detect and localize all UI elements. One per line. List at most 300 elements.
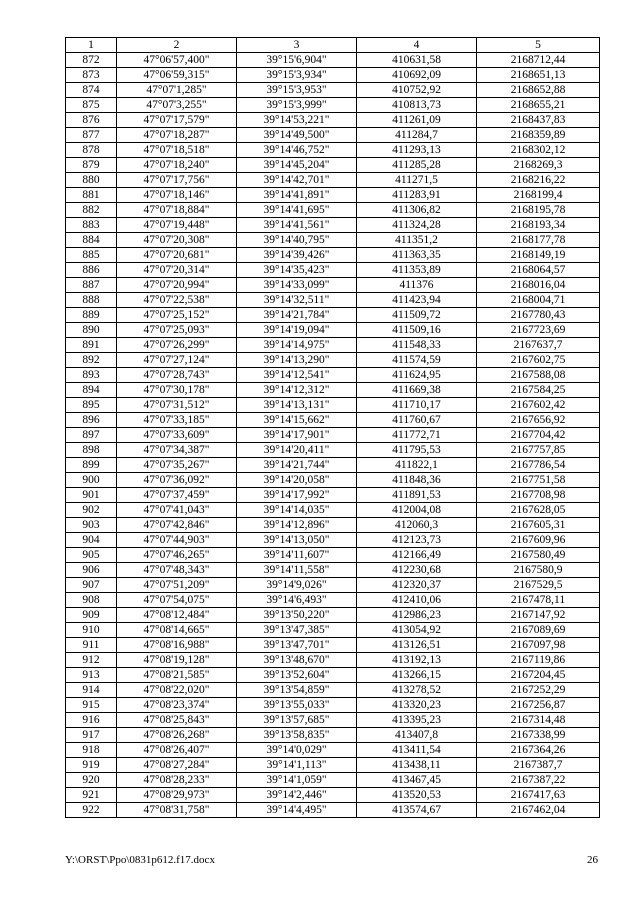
latitude-cell: 47°07'18,146" [117, 188, 237, 203]
latitude-cell: 47°07'51,209" [117, 578, 237, 593]
y-coordinate-cell: 2168177,78 [477, 233, 600, 248]
latitude-cell: 47°08'21,585" [117, 668, 237, 683]
point-number-cell: 896 [66, 413, 117, 428]
y-coordinate-cell: 2167252,29 [477, 683, 600, 698]
point-number-cell: 921 [66, 788, 117, 803]
longitude-cell: 39°14'12,312" [237, 383, 357, 398]
table-row [66, 278, 600, 293]
longitude-cell: 39°14'46,752" [237, 143, 357, 158]
table-row [66, 473, 600, 488]
point-number-cell: 878 [66, 143, 117, 158]
point-number-cell: 911 [66, 638, 117, 653]
point-number-cell: 879 [66, 158, 117, 173]
latitude-cell: 47°07'25,152" [117, 308, 237, 323]
table-row [66, 683, 600, 698]
latitude-cell: 47°08'14,665" [117, 623, 237, 638]
point-number-cell: 882 [66, 203, 117, 218]
header-cell-x-coordinate: 4 [357, 38, 477, 53]
y-coordinate-cell: 2167656,92 [477, 413, 600, 428]
point-number-cell: 883 [66, 218, 117, 233]
point-number-cell: 907 [66, 578, 117, 593]
latitude-cell: 47°08'29,973" [117, 788, 237, 803]
longitude-cell: 39°13'52,604" [237, 668, 357, 683]
x-coordinate-cell: 411822,1 [357, 458, 477, 473]
table-row [66, 758, 600, 773]
x-coordinate-cell: 411509,72 [357, 308, 477, 323]
longitude-cell: 39°13'58,835" [237, 728, 357, 743]
table-row [66, 248, 600, 263]
y-coordinate-cell: 2168651,13 [477, 68, 600, 83]
latitude-cell: 47°07'30,178" [117, 383, 237, 398]
table-row [66, 773, 600, 788]
x-coordinate-cell: 411324,28 [357, 218, 477, 233]
x-coordinate-cell: 411772,71 [357, 428, 477, 443]
latitude-cell: 47°07'34,387" [117, 443, 237, 458]
y-coordinate-cell: 2167605,31 [477, 518, 600, 533]
longitude-cell: 39°14'6,493" [237, 593, 357, 608]
header-row [66, 38, 600, 53]
longitude-cell: 39°14'40,795" [237, 233, 357, 248]
longitude-cell: 39°14'1,113" [237, 758, 357, 773]
longitude-cell: 39°14'12,541" [237, 368, 357, 383]
x-coordinate-cell: 412320,37 [357, 578, 477, 593]
latitude-cell: 47°07'36,092" [117, 473, 237, 488]
x-coordinate-cell: 411353,89 [357, 263, 477, 278]
table-row [66, 413, 600, 428]
point-number-cell: 920 [66, 773, 117, 788]
y-coordinate-cell: 2168359,89 [477, 128, 600, 143]
longitude-cell: 39°14'17,992" [237, 488, 357, 503]
table-body [66, 53, 600, 818]
table-row [66, 113, 600, 128]
y-coordinate-cell: 2168016,04 [477, 278, 600, 293]
longitude-cell: 39°13'57,685" [237, 713, 357, 728]
latitude-cell: 47°06'57,400" [117, 53, 237, 68]
point-number-cell: 902 [66, 503, 117, 518]
longitude-cell: 39°14'4,495" [237, 803, 357, 818]
point-number-cell: 885 [66, 248, 117, 263]
latitude-cell: 47°07'20,314" [117, 263, 237, 278]
x-coordinate-cell: 412060,3 [357, 518, 477, 533]
table-header [66, 38, 600, 53]
latitude-cell: 47°08'25,843" [117, 713, 237, 728]
point-number-cell: 893 [66, 368, 117, 383]
latitude-cell: 47°07'46,265" [117, 548, 237, 563]
longitude-cell: 39°14'13,131" [237, 398, 357, 413]
point-number-cell: 900 [66, 473, 117, 488]
table-row [66, 233, 600, 248]
footer-page-number: 26 [587, 854, 598, 866]
latitude-cell: 47°07'31,512" [117, 398, 237, 413]
table-row [66, 728, 600, 743]
x-coordinate-cell: 413395,23 [357, 713, 477, 728]
point-number-cell: 901 [66, 488, 117, 503]
y-coordinate-cell: 2167628,05 [477, 503, 600, 518]
table-row [66, 713, 600, 728]
table-row [66, 503, 600, 518]
longitude-cell: 39°14'49,500" [237, 128, 357, 143]
x-coordinate-cell: 413126,51 [357, 638, 477, 653]
longitude-cell: 39°14'41,695" [237, 203, 357, 218]
table-row [66, 323, 600, 338]
latitude-cell: 47°07'18,287" [117, 128, 237, 143]
table-row [66, 458, 600, 473]
y-coordinate-cell: 2167780,43 [477, 308, 600, 323]
y-coordinate-cell: 2167580,49 [477, 548, 600, 563]
point-number-cell: 894 [66, 383, 117, 398]
latitude-cell: 47°07'20,308" [117, 233, 237, 248]
point-number-cell: 897 [66, 428, 117, 443]
x-coordinate-cell: 412986,23 [357, 608, 477, 623]
point-number-cell: 916 [66, 713, 117, 728]
latitude-cell: 47°07'1,285" [117, 83, 237, 98]
latitude-cell: 47°07'54,075" [117, 593, 237, 608]
latitude-cell: 47°07'26,299" [117, 338, 237, 353]
latitude-cell: 47°07'44,903" [117, 533, 237, 548]
x-coordinate-cell: 410692,09 [357, 68, 477, 83]
latitude-cell: 47°07'17,756" [117, 173, 237, 188]
latitude-cell: 47°07'20,994" [117, 278, 237, 293]
x-coordinate-cell: 411423,94 [357, 293, 477, 308]
table-row [66, 698, 600, 713]
longitude-cell: 39°15'3,953" [237, 83, 357, 98]
y-coordinate-cell: 2168193,34 [477, 218, 600, 233]
longitude-cell: 39°14'20,058" [237, 473, 357, 488]
x-coordinate-cell: 411261,09 [357, 113, 477, 128]
longitude-cell: 39°14'14,035" [237, 503, 357, 518]
x-coordinate-cell: 411669,38 [357, 383, 477, 398]
longitude-cell: 39°14'11,607" [237, 548, 357, 563]
point-number-cell: 904 [66, 533, 117, 548]
table-row [66, 173, 600, 188]
y-coordinate-cell: 2167314,48 [477, 713, 600, 728]
y-coordinate-cell: 2168437,83 [477, 113, 600, 128]
point-number-cell: 915 [66, 698, 117, 713]
x-coordinate-cell: 411795,53 [357, 443, 477, 458]
point-number-cell: 873 [66, 68, 117, 83]
header-cell-point-number: 1 [66, 38, 117, 53]
point-number-cell: 906 [66, 563, 117, 578]
latitude-cell: 47°07'17,579" [117, 113, 237, 128]
y-coordinate-cell: 2168195,78 [477, 203, 600, 218]
latitude-cell: 47°07'41,043" [117, 503, 237, 518]
y-coordinate-cell: 2167588,08 [477, 368, 600, 383]
latitude-cell: 47°08'23,374" [117, 698, 237, 713]
table-row [66, 293, 600, 308]
table-row [66, 548, 600, 563]
y-coordinate-cell: 2168149,19 [477, 248, 600, 263]
longitude-cell: 39°14'2,446" [237, 788, 357, 803]
point-number-cell: 874 [66, 83, 117, 98]
table-row [66, 353, 600, 368]
latitude-cell: 47°07'18,884" [117, 203, 237, 218]
longitude-cell: 39°14'33,099" [237, 278, 357, 293]
point-number-cell: 899 [66, 458, 117, 473]
latitude-cell: 47°07'33,609" [117, 428, 237, 443]
x-coordinate-cell: 413278,52 [357, 683, 477, 698]
longitude-cell: 39°13'47,701" [237, 638, 357, 653]
table-row [66, 608, 600, 623]
point-number-cell: 908 [66, 593, 117, 608]
point-number-cell: 886 [66, 263, 117, 278]
table-row [66, 743, 600, 758]
y-coordinate-cell: 2168064,57 [477, 263, 600, 278]
longitude-cell: 39°14'41,891" [237, 188, 357, 203]
point-number-cell: 891 [66, 338, 117, 353]
longitude-cell: 39°13'54,859" [237, 683, 357, 698]
longitude-cell: 39°14'17,901" [237, 428, 357, 443]
y-coordinate-cell: 2167602,42 [477, 398, 600, 413]
point-number-cell: 910 [66, 623, 117, 638]
table-row [66, 68, 600, 83]
table-row [66, 53, 600, 68]
x-coordinate-cell: 411351,2 [357, 233, 477, 248]
latitude-cell: 47°07'22,538" [117, 293, 237, 308]
x-coordinate-cell: 412166,49 [357, 548, 477, 563]
x-coordinate-cell: 413438,11 [357, 758, 477, 773]
point-number-cell: 877 [66, 128, 117, 143]
table-row [66, 788, 600, 803]
longitude-cell: 39°15'3,999" [237, 98, 357, 113]
latitude-cell: 47°07'42,846" [117, 518, 237, 533]
longitude-cell: 39°14'11,558" [237, 563, 357, 578]
header-cell-latitude: 2 [117, 38, 237, 53]
longitude-cell: 39°15'3,934" [237, 68, 357, 83]
coordinates-table [65, 37, 600, 818]
point-number-cell: 881 [66, 188, 117, 203]
table-row [66, 128, 600, 143]
table-row [66, 488, 600, 503]
x-coordinate-cell: 411376 [357, 278, 477, 293]
point-number-cell: 887 [66, 278, 117, 293]
table-row [66, 263, 600, 278]
table-row [66, 653, 600, 668]
x-coordinate-cell: 412004,08 [357, 503, 477, 518]
x-coordinate-cell: 411710,17 [357, 398, 477, 413]
x-coordinate-cell: 411363,35 [357, 248, 477, 263]
table-row [66, 428, 600, 443]
point-number-cell: 913 [66, 668, 117, 683]
x-coordinate-cell: 413467,45 [357, 773, 477, 788]
y-coordinate-cell: 2167364,26 [477, 743, 600, 758]
latitude-cell: 47°07'18,518" [117, 143, 237, 158]
point-number-cell: 912 [66, 653, 117, 668]
x-coordinate-cell: 411293,13 [357, 143, 477, 158]
y-coordinate-cell: 2167580,9 [477, 563, 600, 578]
latitude-cell: 47°07'3,255" [117, 98, 237, 113]
point-number-cell: 888 [66, 293, 117, 308]
longitude-cell: 39°13'55,033" [237, 698, 357, 713]
longitude-cell: 39°14'41,561" [237, 218, 357, 233]
table-row [66, 383, 600, 398]
x-coordinate-cell: 413266,15 [357, 668, 477, 683]
table-row [66, 158, 600, 173]
latitude-cell: 47°07'37,459" [117, 488, 237, 503]
table-row [66, 308, 600, 323]
point-number-cell: 919 [66, 758, 117, 773]
y-coordinate-cell: 2167602,75 [477, 353, 600, 368]
x-coordinate-cell: 413411,54 [357, 743, 477, 758]
y-coordinate-cell: 2167417,63 [477, 788, 600, 803]
latitude-cell: 47°08'26,268" [117, 728, 237, 743]
longitude-cell: 39°14'13,290" [237, 353, 357, 368]
x-coordinate-cell: 411891,53 [357, 488, 477, 503]
y-coordinate-cell: 2167387,7 [477, 758, 600, 773]
y-coordinate-cell: 2167256,87 [477, 698, 600, 713]
point-number-cell: 890 [66, 323, 117, 338]
latitude-cell: 47°07'19,448" [117, 218, 237, 233]
x-coordinate-cell: 411285,28 [357, 158, 477, 173]
latitude-cell: 47°07'28,743" [117, 368, 237, 383]
y-coordinate-cell: 2168302,12 [477, 143, 600, 158]
y-coordinate-cell: 2167097,98 [477, 638, 600, 653]
longitude-cell: 39°14'21,784" [237, 308, 357, 323]
latitude-cell: 47°08'31,758" [117, 803, 237, 818]
longitude-cell: 39°13'48,670" [237, 653, 357, 668]
x-coordinate-cell: 413054,92 [357, 623, 477, 638]
x-coordinate-cell: 411760,67 [357, 413, 477, 428]
longitude-cell: 39°14'42,701" [237, 173, 357, 188]
x-coordinate-cell: 411848,36 [357, 473, 477, 488]
longitude-cell: 39°14'21,744" [237, 458, 357, 473]
x-coordinate-cell: 411548,33 [357, 338, 477, 353]
x-coordinate-cell: 410752,92 [357, 83, 477, 98]
x-coordinate-cell: 412123,73 [357, 533, 477, 548]
x-coordinate-cell: 410813,73 [357, 98, 477, 113]
table-row [66, 398, 600, 413]
y-coordinate-cell: 2167387,22 [477, 773, 600, 788]
longitude-cell: 39°14'15,662" [237, 413, 357, 428]
y-coordinate-cell: 2167529,5 [477, 578, 600, 593]
longitude-cell: 39°14'45,204" [237, 158, 357, 173]
y-coordinate-cell: 2167462,04 [477, 803, 600, 818]
x-coordinate-cell: 411284,7 [357, 128, 477, 143]
longitude-cell: 39°14'53,221" [237, 113, 357, 128]
table-row [66, 143, 600, 158]
longitude-cell: 39°14'9,026" [237, 578, 357, 593]
y-coordinate-cell: 2167204,45 [477, 668, 600, 683]
y-coordinate-cell: 2167119,86 [477, 653, 600, 668]
table-row [66, 668, 600, 683]
point-number-cell: 903 [66, 518, 117, 533]
y-coordinate-cell: 2168199,4 [477, 188, 600, 203]
x-coordinate-cell: 413320,23 [357, 698, 477, 713]
latitude-cell: 47°08'22,020" [117, 683, 237, 698]
latitude-cell: 47°07'33,185" [117, 413, 237, 428]
y-coordinate-cell: 2167704,42 [477, 428, 600, 443]
point-number-cell: 889 [66, 308, 117, 323]
latitude-cell: 47°07'18,240" [117, 158, 237, 173]
y-coordinate-cell: 2168712,44 [477, 53, 600, 68]
y-coordinate-cell: 2167757,85 [477, 443, 600, 458]
latitude-cell: 47°08'26,407" [117, 743, 237, 758]
y-coordinate-cell: 2167584,25 [477, 383, 600, 398]
table-row [66, 578, 600, 593]
point-number-cell: 895 [66, 398, 117, 413]
x-coordinate-cell: 413407,8 [357, 728, 477, 743]
y-coordinate-cell: 2167609,96 [477, 533, 600, 548]
x-coordinate-cell: 412230,68 [357, 563, 477, 578]
latitude-cell: 47°07'48,343" [117, 563, 237, 578]
x-coordinate-cell: 413520,53 [357, 788, 477, 803]
point-number-cell: 914 [66, 683, 117, 698]
header-cell-y-coordinate: 5 [477, 38, 600, 53]
y-coordinate-cell: 2167089,69 [477, 623, 600, 638]
longitude-cell: 39°14'13,050" [237, 533, 357, 548]
point-number-cell: 922 [66, 803, 117, 818]
table-row [66, 623, 600, 638]
y-coordinate-cell: 2167338,99 [477, 728, 600, 743]
point-number-cell: 872 [66, 53, 117, 68]
longitude-cell: 39°14'20,411" [237, 443, 357, 458]
latitude-cell: 47°08'16,988" [117, 638, 237, 653]
latitude-cell: 47°07'20,681" [117, 248, 237, 263]
table-row [66, 593, 600, 608]
longitude-cell: 39°14'12,896" [237, 518, 357, 533]
y-coordinate-cell: 2168004,71 [477, 293, 600, 308]
x-coordinate-cell: 411509,16 [357, 323, 477, 338]
latitude-cell: 47°08'27,284" [117, 758, 237, 773]
x-coordinate-cell: 413192,13 [357, 653, 477, 668]
point-number-cell: 917 [66, 728, 117, 743]
latitude-cell: 47°07'25,093" [117, 323, 237, 338]
longitude-cell: 39°14'14,975" [237, 338, 357, 353]
x-coordinate-cell: 411574,59 [357, 353, 477, 368]
y-coordinate-cell: 2168216,22 [477, 173, 600, 188]
table-row [66, 518, 600, 533]
point-number-cell: 884 [66, 233, 117, 248]
longitude-cell: 39°13'50,220" [237, 608, 357, 623]
latitude-cell: 47°08'12,484" [117, 608, 237, 623]
table-row [66, 638, 600, 653]
point-number-cell: 898 [66, 443, 117, 458]
point-number-cell: 918 [66, 743, 117, 758]
point-number-cell: 876 [66, 113, 117, 128]
longitude-cell: 39°14'1,059" [237, 773, 357, 788]
point-number-cell: 909 [66, 608, 117, 623]
longitude-cell: 39°15'6,904" [237, 53, 357, 68]
y-coordinate-cell: 2168269,3 [477, 158, 600, 173]
table-row [66, 218, 600, 233]
point-number-cell: 905 [66, 548, 117, 563]
table-row [66, 203, 600, 218]
footer-file-path: Y:\ORST\Ppo\0831p612.f17.docx [65, 854, 215, 866]
table-row [66, 368, 600, 383]
y-coordinate-cell: 2167723,69 [477, 323, 600, 338]
table-row [66, 188, 600, 203]
table-row [66, 443, 600, 458]
table-row [66, 83, 600, 98]
point-number-cell: 892 [66, 353, 117, 368]
point-number-cell: 875 [66, 98, 117, 113]
table-row [66, 533, 600, 548]
table-row [66, 563, 600, 578]
y-coordinate-cell: 2168652,88 [477, 83, 600, 98]
y-coordinate-cell: 2167147,92 [477, 608, 600, 623]
header-cell-longitude: 3 [237, 38, 357, 53]
longitude-cell: 39°14'39,426" [237, 248, 357, 263]
point-number-cell: 880 [66, 173, 117, 188]
x-coordinate-cell: 411271,5 [357, 173, 477, 188]
x-coordinate-cell: 411283,91 [357, 188, 477, 203]
latitude-cell: 47°06'59,315" [117, 68, 237, 83]
latitude-cell: 47°08'19,128" [117, 653, 237, 668]
y-coordinate-cell: 2167637,7 [477, 338, 600, 353]
longitude-cell: 39°14'35,423" [237, 263, 357, 278]
x-coordinate-cell: 412410,06 [357, 593, 477, 608]
x-coordinate-cell: 413574,67 [357, 803, 477, 818]
latitude-cell: 47°08'28,233" [117, 773, 237, 788]
